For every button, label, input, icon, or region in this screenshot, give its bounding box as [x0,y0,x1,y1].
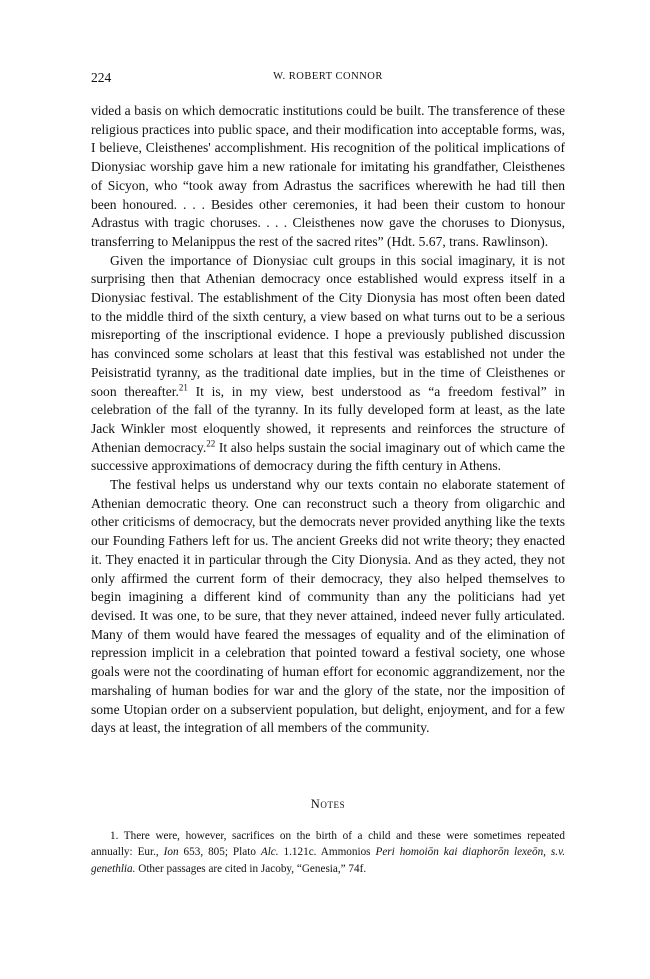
paragraph-2-part-c: It also helps sustain the social imaginary out of which came the successive approximations of democracy during the fifth century in Athens. [91,439,565,474]
running-head-author: W. ROBERT CONNOR [273,71,383,82]
book-page [91,70,565,877]
footnote-1 [91,828,565,878]
body-text [91,102,565,738]
footnote-1-part-b: 653, 805; Plato [178,846,261,859]
paragraph-2-part-a: Given the importance of Dionysiac cult groups in this social imaginary, it is not surprising then that Athenian democracy once established would express itself in a Dionysiac festival. The establishment of the City Dionysia has most often been dated to the middle third of the sixth century, a view based on what turns out to be a serious misreporting of the inscriptional evidence. I hope a previously published discussion has convinced some scholars at least that this festival was established not under the Peisistratid tyranny, as the traditional date implies, but in the time of Cleisthenes or soon thereafter. [91,252,565,399]
paragraph-3: The festival helps us understand why our texts contain no elaborate statement of Athenian democratic theory. One can reconstruct such a theory from oligarchic and other criticisms of democracy, but the democrats never provided anything like the texts our Founding Fathers left for us. The ancient Greeks did not write theory; they enacted it. They enacted it in particular through the City Dionysia. And as they acted, they not only affirmed the current form of their democracy, they also helped themselves to begin imagining a different kind of community than any the politicians had yet devised. It was one, to be sure, that they never attained, indeed never fully articulated. Many of them would have feared the messages of equality and of the elimination of repression implicit in a celebration that pointed toward a festival society, one whose goals were not the coordinating of human effort for economic aggrandizement, nor the marshaling of human bodies for war and the glory of the state, nor the imposition of some Utopian order on a subservient population, but delight, enjoyment, and for a few days at least, the integration of all members of the community. [91,477,565,736]
footnote-ref-22: 22 [206,438,216,449]
notes-heading [91,797,565,812]
paragraph-1: vided a basis on which democratic institutions could be built. The transference of these religious practices into public space, and their modification into acceptable forms, was, I believe, Cleisthenes' accomplishment. His recognition of the political implications of Dionysiac worship gave him a new rationale for imitating his grandfather, Cleisthenes of Sicyon, who “took away from Adrastus the sacrifices wherewith he had till then been honoured. . . . Besides other ceremonies, it had been their custom to honour Adrastus with tragic choruses. . . . Cleisthenes now gave the choruses to Dionysus, transferring to Melanippus the rest of the sacred rites” (Hdt. 5.67, trans. Rawlinson). [91,103,565,249]
paragraph-2 [91,252,565,476]
footnote-ref-21: 21 [178,382,188,393]
notes-heading-text: Notes [310,796,346,811]
running-head [91,70,565,90]
page-number: 224 [91,70,112,85]
footnote-1-title: Peri homoiōn kai diaphorōn lexeōn, s.v. genethlia. [91,846,566,875]
footnote-1-part-d: Other passages are cited in Jacoby, “Genesia,” 74f. [135,862,367,875]
footnote-1-part-c: 1.121c. Ammonios [278,846,376,859]
footnote-1-part-a: 1. There were, however, sacrifices on the birth of a child and these were sometimes repeated annually: Eur., [91,829,565,859]
footnote-1-alc: Alc. [260,846,279,859]
footnote-1-ion: Ion [163,846,179,859]
paragraph-2-part-b: It is, in my view, best understood as “a freedom festival” in celebration of the fall of the tyranny. In its fully developed form at least, as the late Jack Winkler most eloquently showed, it represents and reinforces the structure of Athenian democracy. [91,383,565,455]
